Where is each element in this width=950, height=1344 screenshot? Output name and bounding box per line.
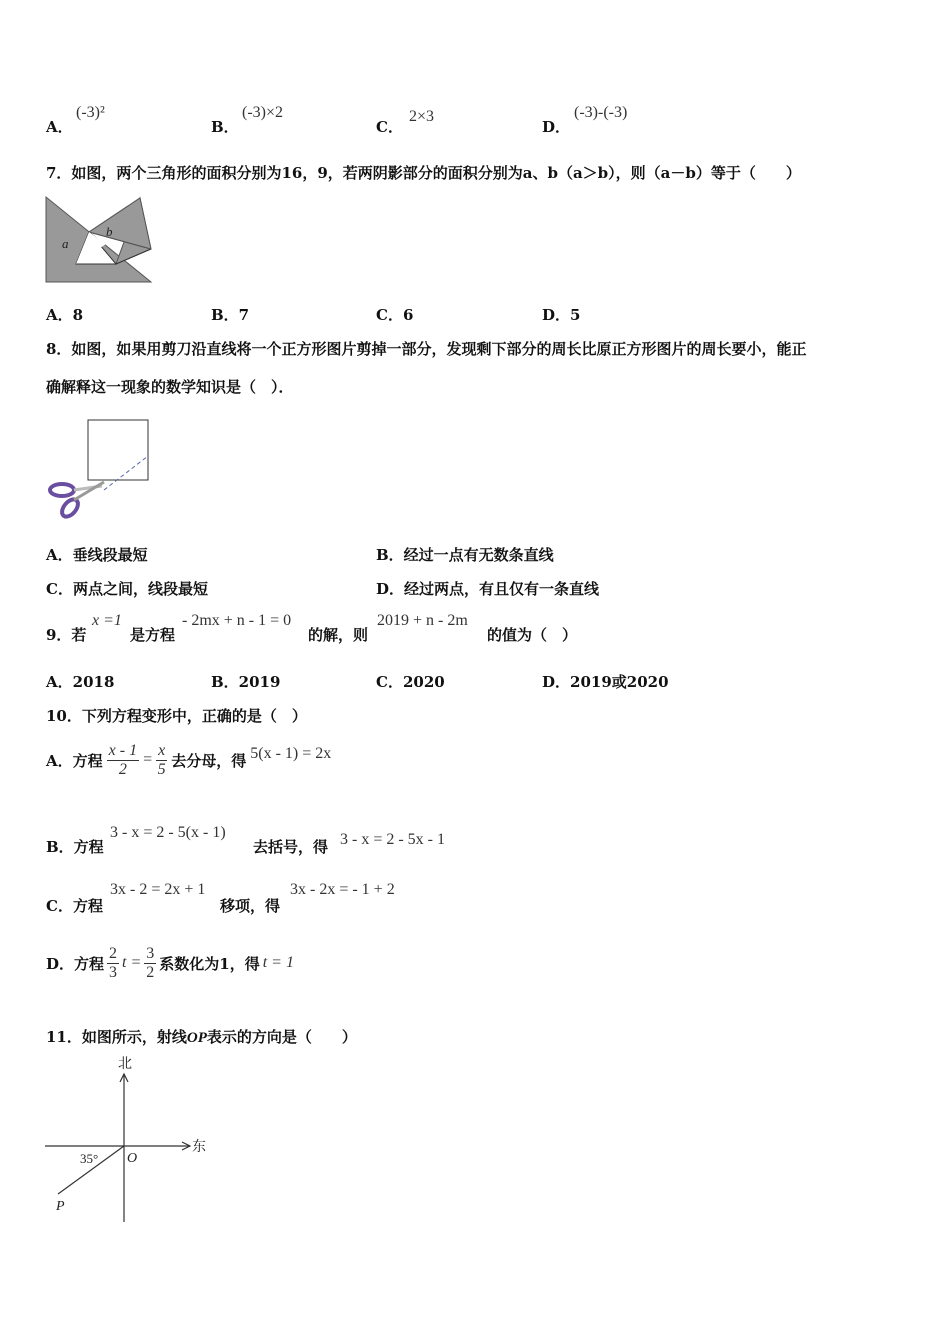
q10-c-eq1: 3x - 2 = 2x + 1 (110, 881, 206, 898)
q10-a-result: 5(x - 1) = 2x (250, 745, 332, 762)
q10-c-text: 移项，得 (220, 897, 281, 915)
q10-stem: 10．下列方程变形中，正确的是（ ） (46, 707, 307, 725)
q10-option-a: A．方程 $\frac{x - 1}{2}$ = $\frac{x}{5}$ 去分母，得 5(x - 1) = 2x (46, 741, 332, 778)
q9-condition: x =1 (92, 612, 122, 629)
q7-option-a: A．8 (46, 306, 84, 324)
q8-option-b: B．经过一点有无数条直线 (376, 546, 554, 564)
q10-a-label: A．方程 (46, 751, 103, 770)
q7-triangles-figure (44, 194, 154, 286)
q11-angle-label: 35° (80, 1151, 99, 1166)
q10-c-eq2: 3x - 2x = - 1 + 2 (290, 881, 395, 898)
q8-stem-line1: 8．如图，如果用剪刀沿直线将一个正方形图片剪掉一部分，发现剩下部分的周长比原正方形图片的周长要小，能正 (46, 340, 807, 358)
q11-compass-figure (40, 1052, 220, 1228)
q7-label-a: a (62, 236, 69, 251)
q9-option-b: B．2019 (211, 673, 281, 691)
q9-mid1: 是方程 (130, 626, 176, 644)
q7-option-c: C．6 (376, 306, 414, 324)
q6-option-d-expr: (-3)-(-3) (574, 104, 628, 121)
q10-d-text: 系数化为1，得 (159, 954, 260, 973)
q7-option-b: B．7 (211, 306, 250, 324)
q11-stem: 11．如图所示，射线OP表示的方向是（ ） (46, 1028, 357, 1046)
q10-b-eq2: 3 - x = 2 - 5x - 1 (340, 831, 446, 848)
q9-expression: 2019 + n - 2m (377, 612, 468, 629)
q11-point-p-label: P (56, 1199, 65, 1214)
q9-suffix: 的值为（ ） (487, 626, 578, 644)
q9-option-d: D．2019或2020 (542, 673, 669, 691)
q10-d-frac2: $\frac{3}{2}$ (146, 944, 155, 981)
q11-origin-label: O (127, 1151, 138, 1166)
q7-label-b: b (106, 224, 113, 239)
q7-stem: 7．如图，两个三角形的面积分别为16，9，若两阴影部分的面积分别为a、b（a＞b），则（a－b）等于（ ） (46, 164, 801, 182)
q11-north-label: 北 (118, 1056, 132, 1072)
q6-option-d-letter: D． (542, 118, 571, 136)
q10-b-label: B．方程 (46, 838, 104, 856)
q10-d-result: t = 1 (262, 954, 294, 971)
q9-option-c: C．2020 (376, 673, 445, 691)
q8-option-a: A．垂线段最短 (46, 546, 148, 564)
q6-option-b-letter: B． (211, 118, 239, 136)
q7-option-d: D．5 (542, 306, 581, 324)
q11-east-label: 东 (192, 1139, 206, 1155)
q9-mid2: 的解，则 (308, 626, 369, 644)
q10-d-label: D．方程 (46, 954, 105, 973)
q6-option-a-expr: (-3)² (76, 104, 105, 121)
q6-option-a-letter: A． (46, 118, 73, 136)
q10-b-eq1: 3 - x = 2 - 5(x - 1) (110, 824, 226, 841)
q10-c-label: C．方程 (46, 897, 103, 915)
q9-equation: - 2mx + n - 1 = 0 (182, 612, 292, 629)
q6-option-c-letter: C． (376, 118, 403, 136)
q10-b-text: 去括号，得 (253, 838, 329, 856)
q8-option-c: C．两点之间，线段最短 (46, 580, 208, 598)
q10-option-d: D．方程 $\frac{2}{3}$ t = $\frac{3}{2}$ 系数化为1，得 t = 1 (46, 944, 294, 981)
q9-prefix: 9．若 (46, 626, 87, 644)
scissors-icon (50, 482, 104, 520)
q10-a-text: 去分母，得 (171, 751, 247, 770)
q10-a-frac2: $\frac{x}{5}$ (157, 741, 166, 778)
q8-scissors-figure (44, 418, 156, 520)
q8-option-d: D．经过两点，有且仅有一条直线 (376, 580, 600, 598)
q8-stem-line2: 确解释这一现象的数学知识是（ ）． (46, 378, 294, 396)
q10-d-frac1: $\frac{2}{3}$ (109, 944, 118, 981)
q6-option-b-expr: (-3)×2 (242, 104, 284, 121)
q6-option-c-expr: 2×3 (409, 108, 435, 125)
q10-a-frac1: $\frac{x - 1}{2}$ (108, 741, 138, 778)
q9-option-a: A．2018 (46, 673, 115, 691)
